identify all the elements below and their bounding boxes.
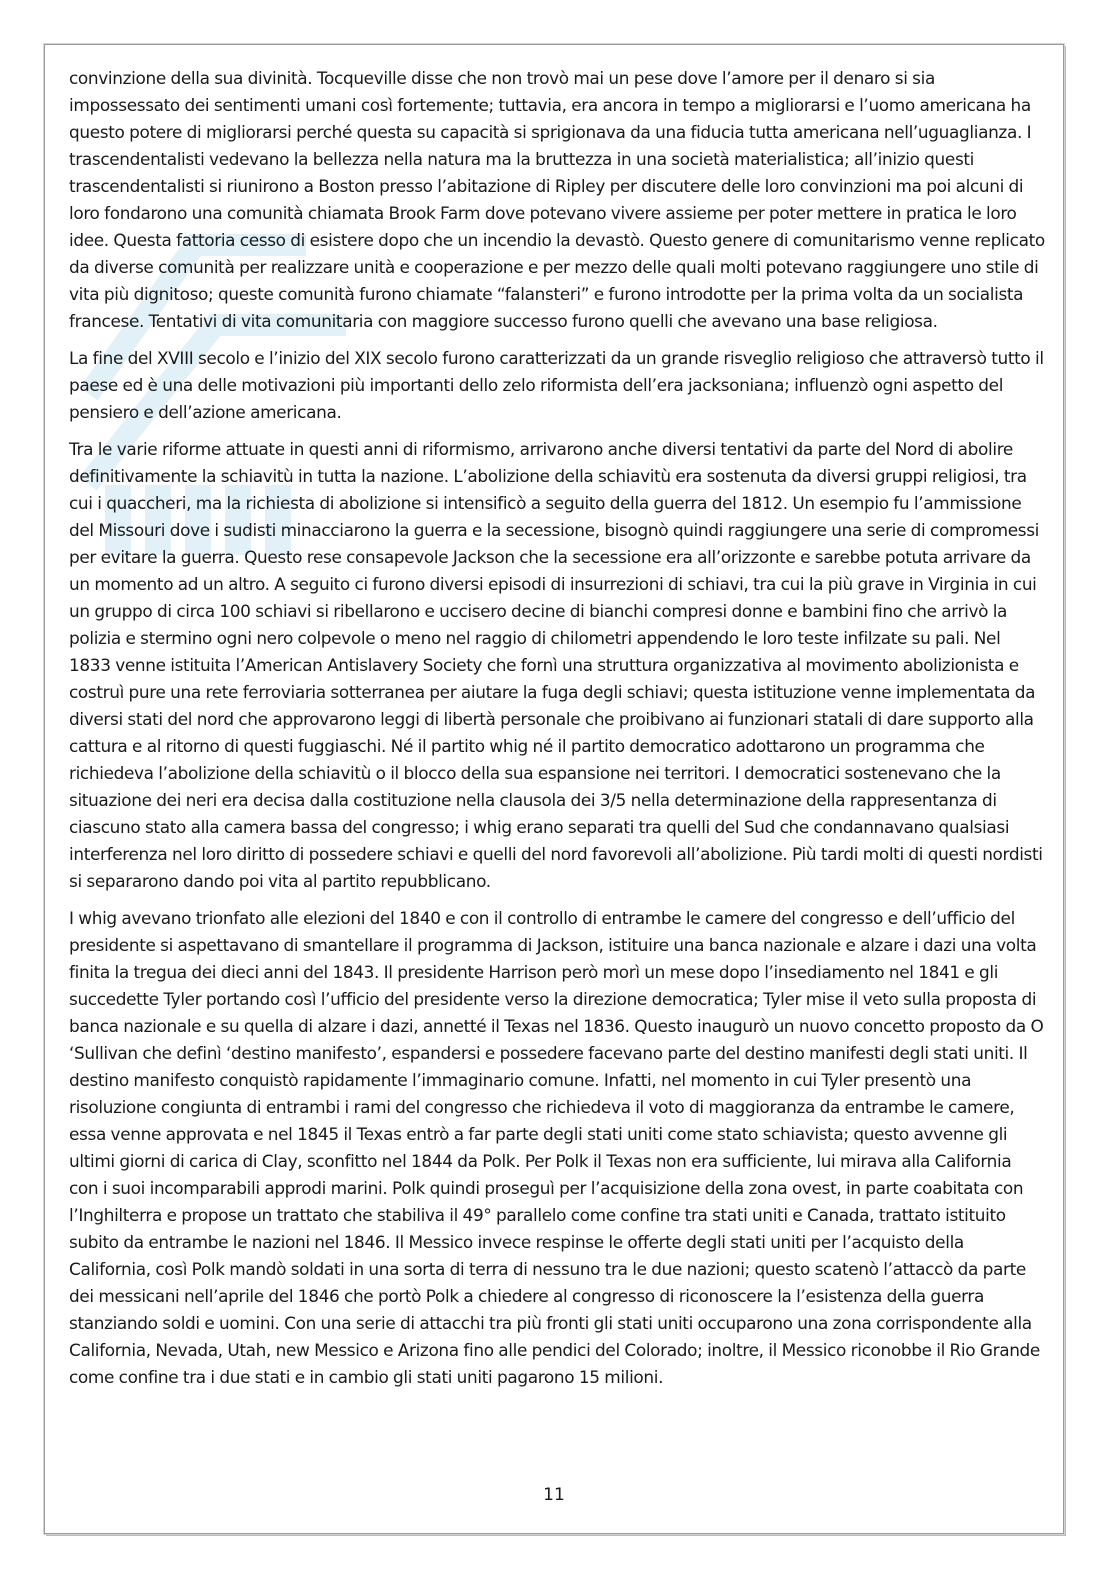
page-number: 11 <box>543 1485 565 1505</box>
paragraph-3: Tra le varie riforme attuate in questi anni di riformismo, arrivarono anche diversi tentativi da parte del Nord di abolire definitivamente la schiavitù in tutta la nazione. L’abolizione della schiavitù era sostenuta da diversi gruppi religiosi, tra cui i quaccheri, ma la richiesta di abolizione si intensificò a seguito della guerra del 1812. Un esempio fu l’ammissione del Missouri dove i sudisti minacciarono la guerra e la secessione, bisognò quindi raggiungere una serie di compromessi per evitare la guerra. Questo rese consapevole Jackson che la secessione era all’orizzonte e sarebbe potuta arrivare da un momento ad un altro. A seguito ci furono diversi episodi di insurrezioni di schiavi, tra cui la più grave in Virginia in cui un gruppo di circa 100 schiavi si ribellarono e uccisero decine di bianchi compresi donne e bambini fino che arrivò la polizia e stermino ogni nero colpevole o meno nel raggio di chilometri appendendo le loro teste infilzate su pali. Nel 1833 venne istituita l’American Antislavery Society che fornì una struttura organizzativa al movimento abolizionista e costruì pure una rete ferroviaria sotterranea per aiutare la fuga degli schiavi; questa istituzione venne implementata da diversi stati del nord che approvarono leggi di libertà personale che proibivano ai funzionari statali di dare supporto alla cattura e al ritorno di questi fuggiaschi. Né il partito whig né il partito democratico adottarono un programma che richiedeva l’abolizione della schiavitù o il blocco della sua espansione nei territori. I democratici sostenevano che la situazione dei neri era decisa dalla costituzione nella clausola dei 3/5 nella determinazione della rappresentanza di ciascuno stato alla camera bassa del congresso; i whig erano separati tra quelli del Sud che condannavano qualsiasi interferenza nel loro diritto di possedere schiavi e quelli del nord favorevoli all’abolizione. Più tardi molti di questi nordisti si separarono dando poi vita al partito repubblicano. <box>69 439 1043 891</box>
paragraph-4: I whig avevano trionfato alle elezioni del 1840 e con il controllo di entrambe le camere del congresso e dell’ufficio del presidente si aspettavano di smantellare il programma di Jackson, istituire una banca nazionale e alzare i dazi una volta finita la tregua dei dieci anni del 1843. Il presidente Harrison però morì un mese dopo l’insediamento nel 1841 e gli succedette Tyler portando così l’ufficio del presidente verso la direzione democratica; Tyler mise il veto sulla proposta di banca nazionale e su quella di alzare i dazi, annetté il Texas nel 1836. Questo inaugurò un nuovo concetto proposto da O ‘Sullivan che definì ‘destino manifesto’, espandersi e possedere facevano parte del destino manifesti degli stati uniti. Il destino manifesto conquistò rapidamente l’immaginario comune. Infatti, nel momento in cui Tyler presentò una risoluzione congiunta di entrambi i rami del congresso che richiedeva il voto di maggioranza da entrambe le camere, essa venne approvata e nel 1845 il Texas entrò a far parte degli stati uniti come stato schiavista; questo avvenne gli ultimi giorni di carica di Clay, sconfitto nel 1844 da Polk. Per Polk il Texas non era sufficiente, lui mirava alla California con i suoi incomparabili approdi marini. Polk quindi proseguì per l’acquisizione della zona ovest, in parte coabitata con l’Inghilterra e propose un trattato che stabiliva il 49° parallelo come confine tra stati uniti e Canada, trattato istituito subito da entrambe le nazioni nel 1846. Il Messico invece respinse le offerte degli stati uniti per l’acquisto della California, così Polk mandò soldati in una sorta di terra di nessuno tra le due nazioni; questo scatenò l’attaccò da parte dei messicani nell’aprile del 1846 che portò Polk a chiedere al congresso di riconoscere la l’esistenza della guerra stanziando soldi e uomini. Con una serie di attacchi tra più fronti gli stati uniti occuparono una zona corrispondente alla California, Nevada, Utah, new Messico e Arizona fino alle pendici del Colorado; inoltre, il Messico riconobbe il Rio Grande come confine tra i due stati e in cambio gli stati uniti pagarono 15 milioni. <box>69 908 1044 1387</box>
paragraph-2: La fine del XVIII secolo e l’inizio del XIX secolo furono caratterizzati da un grande risveglio religioso che attraversò tutto il paese ed è una delle motivazioni più importanti dello zelo riformista dell’era jacksoniana; influenzò ogni aspetto del pensiero e dell’azione americana. <box>69 348 1044 422</box>
document-page <box>44 44 1064 1534</box>
paragraph-1: convinzione della sua divinità. Tocqueville disse che non trovò mai un pese dove l’amore per il denaro si sia impossessato dei sentimenti umani così fortemente; tuttavia, era ancora in tempo a migliorarsi e l’uomo americana ha questo potere di migliorarsi perché questa su capacità si sprigionava da una fiducia tutta americana nell’uguaglianza. I trascendentalisti vedevano la bellezza nella natura ma la bruttezza in una società materialistica; all’inizio questi trascendentalisti si riunirono a Boston presso l’abitazione di Ripley per discutere delle loro convinzioni ma poi alcuni di loro fondarono una comunità chiamata Brook Farm dove potevano vivere assieme per poter mettere in pratica le loro idee. Questa fattoria cesso di esistere dopo che un incendio la devastò. Questo genere di comunitarismo venne replicato da diverse comunità per realizzare unità e cooperazione e per mezzo delle quali molti potevano raggiungere uno stile di vita più dignitoso; queste comunità furono chiamate “falansteri” e furono introdotte per la prima volta da un socialista francese. Tentativi di vita comunitaria con maggiore successo furono quelli che avevano una base religiosa. <box>69 68 1045 331</box>
document-body <box>69 65 1045 1401</box>
